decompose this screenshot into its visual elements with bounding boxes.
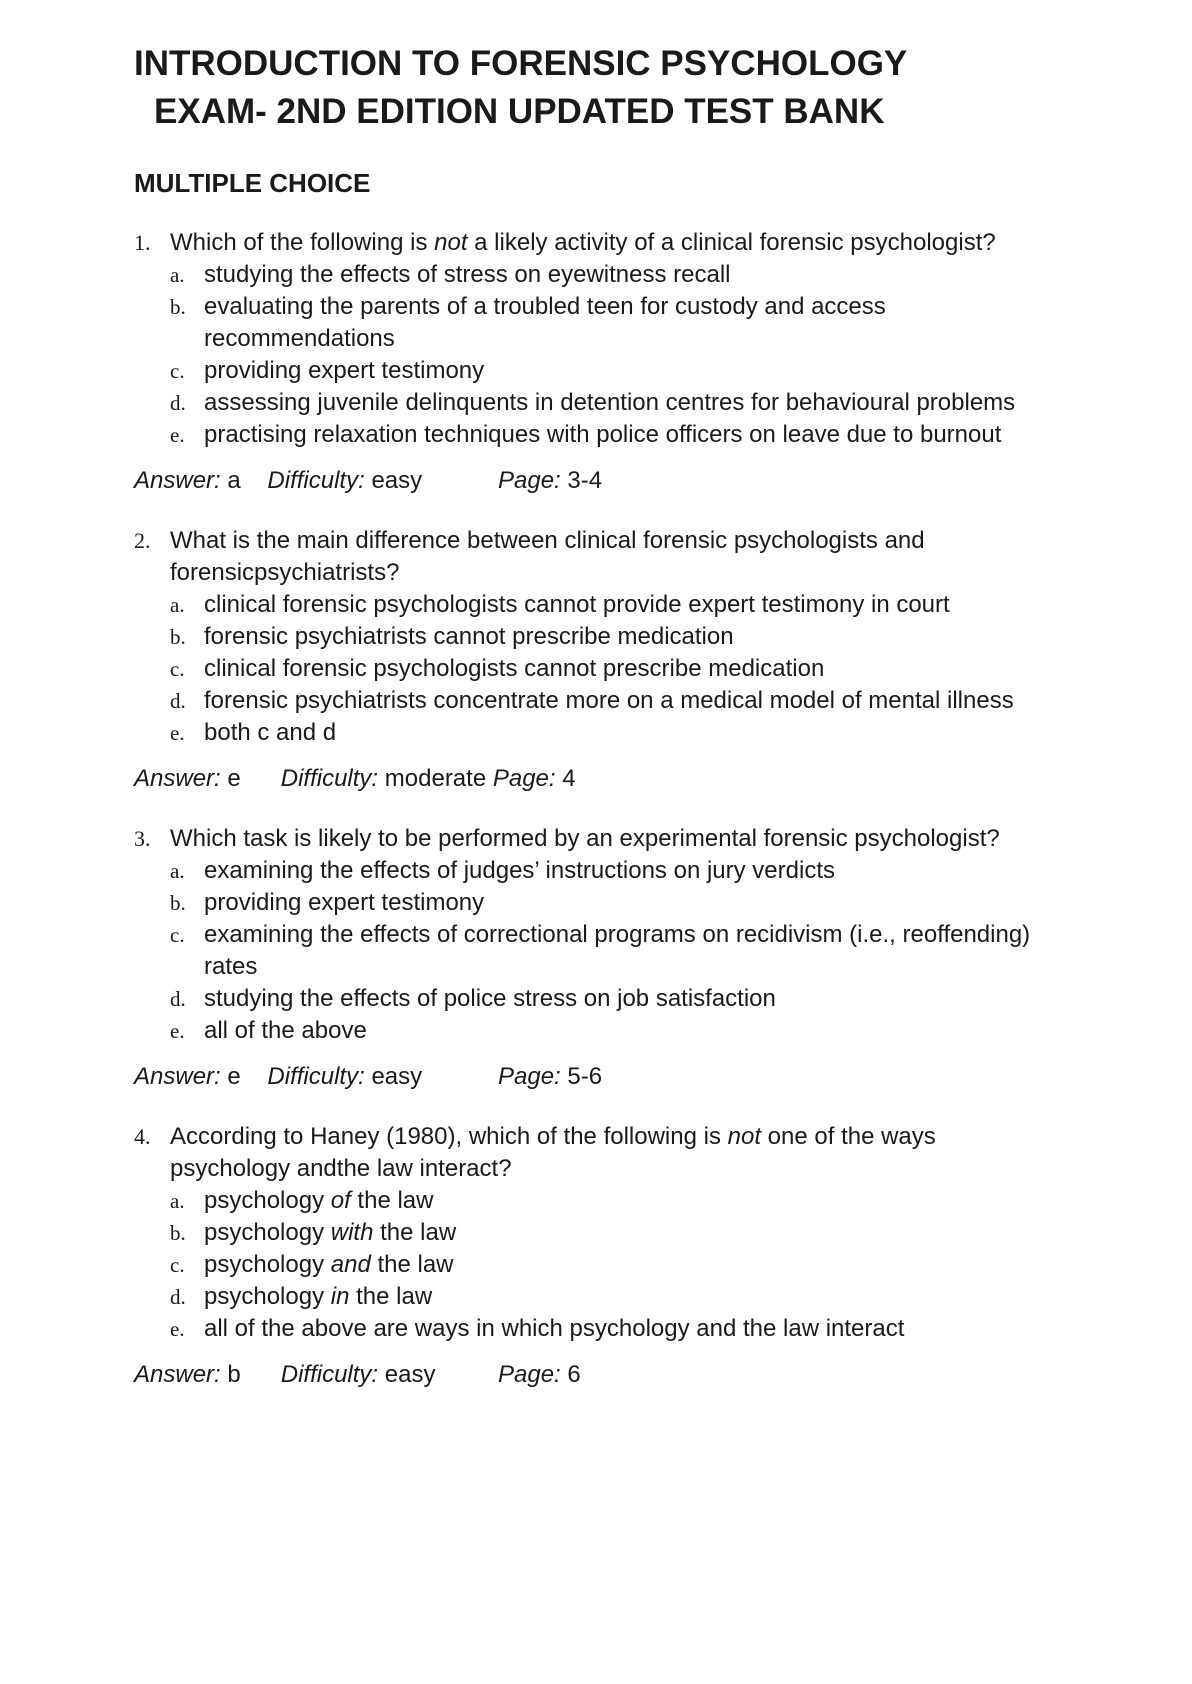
stem-text: Which of the following is	[170, 229, 435, 256]
answer-line-4	[134, 1359, 581, 1391]
difficulty-label: Difficulty:	[267, 1063, 365, 1090]
option-text: practising relaxation techniques with police officers on leave due to burnout	[204, 421, 1002, 448]
option-letter: d.	[170, 987, 186, 1011]
question-stem	[134, 823, 1074, 855]
option-c	[134, 1249, 1074, 1281]
option-text: all of the above	[204, 1017, 367, 1044]
difficulty-value: easy	[371, 1063, 423, 1090]
stem-emphasis: not	[434, 229, 468, 256]
question-stem	[134, 1121, 1074, 1185]
option-text: all of the above are ways in which psychology and the law interact	[204, 1315, 905, 1342]
stem-text: a likely activity of a clinical forensic psychologist?	[467, 229, 996, 256]
question-4	[134, 1121, 1074, 1345]
option-a	[134, 589, 1074, 621]
option-text: evaluating the parents of a troubled teen for custody and access recommendations	[204, 293, 886, 352]
option-a	[134, 259, 1074, 291]
option-text: forensic psychiatrists concentrate more on a medical model of mental illness	[204, 687, 1014, 714]
answer-label: Answer:	[134, 467, 221, 494]
option-letter: c.	[170, 657, 185, 681]
difficulty-label: Difficulty:	[280, 765, 379, 792]
page-label: Page:	[498, 1063, 561, 1090]
option-letter: a.	[170, 593, 185, 617]
option-e	[134, 1015, 1074, 1047]
question-stem	[134, 525, 1074, 589]
option-letter: c.	[170, 923, 185, 947]
answer-line-1	[134, 465, 603, 497]
stem-emphasis: not	[727, 1123, 761, 1150]
option-text: the law	[350, 1187, 434, 1214]
option-emphasis: and	[330, 1251, 371, 1278]
option-a	[134, 855, 1074, 887]
page-label: Page:	[498, 1361, 561, 1388]
option-e	[134, 717, 1074, 749]
option-letter: c.	[170, 1253, 185, 1277]
stem-text: According to Haney (1980), which of the following is	[170, 1123, 728, 1150]
difficulty-value: moderate	[384, 765, 487, 792]
question-1	[134, 227, 1074, 451]
option-e	[134, 1313, 1074, 1345]
option-a	[134, 1185, 1074, 1217]
option-text: studying the effects of police stress on job satisfaction	[204, 985, 776, 1012]
question-number: 3.	[134, 826, 151, 851]
answer-value: b	[227, 1361, 241, 1388]
option-letter: b.	[170, 295, 186, 319]
option-letter: d.	[170, 1285, 186, 1309]
option-text: clinical forensic psychologists cannot prescribe medication	[204, 655, 825, 682]
option-letter: a.	[170, 859, 185, 883]
difficulty-value: easy	[371, 467, 423, 494]
question-number: 1.	[134, 230, 151, 255]
option-text: the law	[370, 1251, 454, 1278]
difficulty-label: Difficulty:	[267, 467, 365, 494]
option-text: clinical forensic psychologists cannot provide expert testimony in court	[204, 591, 950, 618]
answer-line-3	[134, 1061, 603, 1093]
page-label: Page:	[492, 765, 556, 792]
option-d	[134, 387, 1074, 419]
option-letter: a.	[170, 263, 185, 287]
section-heading: MULTIPLE CHOICE	[134, 168, 371, 198]
option-letter: c.	[170, 359, 185, 383]
title-line-1: INTRODUCTION TO FORENSIC PSYCHOLOGY	[134, 44, 908, 83]
option-e	[134, 419, 1074, 451]
page-ref	[498, 1359, 581, 1391]
option-text: providing expert testimony	[204, 889, 485, 916]
page-value: 4	[562, 765, 576, 792]
option-text: forensic psychiatrists cannot prescribe medication	[204, 623, 734, 650]
option-text: studying the effects of stress on eyewitness recall	[204, 261, 731, 288]
option-d	[134, 1281, 1074, 1313]
answer-label: Answer:	[134, 1361, 221, 1388]
answer-line-2	[134, 763, 576, 795]
option-text: examining the effects of correctional programs on recidivism (i.e., reoffending) rates	[204, 921, 1031, 980]
document-title	[134, 40, 907, 136]
option-text: the law	[349, 1283, 433, 1310]
page-value: 3-4	[567, 467, 603, 494]
option-letter: b.	[170, 891, 186, 915]
option-letter: a.	[170, 1189, 185, 1213]
option-c	[134, 355, 1074, 387]
question-number: 2.	[134, 528, 151, 553]
question-2	[134, 525, 1074, 749]
page-ref	[498, 465, 602, 497]
stem-text: What is the main difference between clinical forensic psychologists and forensicpsychiatrists?	[170, 527, 925, 586]
option-text: psychology	[204, 1283, 331, 1310]
page-value: 5-6	[567, 1063, 603, 1090]
option-emphasis: with	[330, 1219, 374, 1246]
option-text: assessing juvenile delinquents in detention centres for behavioural problems	[204, 389, 1016, 416]
option-c	[134, 919, 1074, 983]
option-c	[134, 653, 1074, 685]
answer-value: e	[227, 765, 241, 792]
answer-label: Answer:	[134, 765, 221, 792]
title-line-2: EXAM- 2ND EDITION UPDATED TEST BANK	[154, 92, 885, 131]
option-b	[134, 887, 1074, 919]
difficulty-label: Difficulty:	[280, 1361, 379, 1388]
option-d	[134, 983, 1074, 1015]
option-text: the law	[373, 1219, 457, 1246]
option-letter: d.	[170, 391, 186, 415]
question-stem	[134, 227, 1074, 259]
option-emphasis: in	[330, 1283, 350, 1310]
option-text: examining the effects of judges’ instructions on jury verdicts	[204, 857, 835, 884]
option-letter: e.	[170, 721, 185, 745]
question-number: 4.	[134, 1124, 151, 1149]
answer-label: Answer:	[134, 1063, 221, 1090]
option-d	[134, 685, 1074, 717]
page-value: 6	[567, 1361, 581, 1388]
option-letter: e.	[170, 1317, 185, 1341]
stem-text: one of the ways psychology andthe law interact?	[170, 1123, 936, 1182]
option-text: psychology	[204, 1219, 331, 1246]
option-b	[134, 1217, 1074, 1249]
option-letter: b.	[170, 1221, 186, 1245]
option-letter: d.	[170, 689, 186, 713]
option-text: both c and d	[204, 719, 337, 746]
page-ref	[498, 1061, 602, 1093]
stem-text: Which task is likely to be performed by an experimental forensic psychologist?	[170, 825, 1000, 852]
option-text: psychology	[204, 1187, 331, 1214]
option-text: psychology	[204, 1251, 331, 1278]
option-letter: e.	[170, 1019, 185, 1043]
option-b	[134, 621, 1074, 653]
option-letter: e.	[170, 423, 185, 447]
option-b	[134, 291, 1074, 355]
question-3	[134, 823, 1074, 1047]
option-text: providing expert testimony	[204, 357, 485, 384]
option-letter: b.	[170, 625, 186, 649]
page-label: Page:	[498, 467, 561, 494]
option-emphasis: of	[330, 1187, 351, 1214]
answer-value: a	[227, 467, 241, 494]
difficulty-value: easy	[384, 1361, 436, 1388]
answer-value: e	[227, 1063, 241, 1090]
